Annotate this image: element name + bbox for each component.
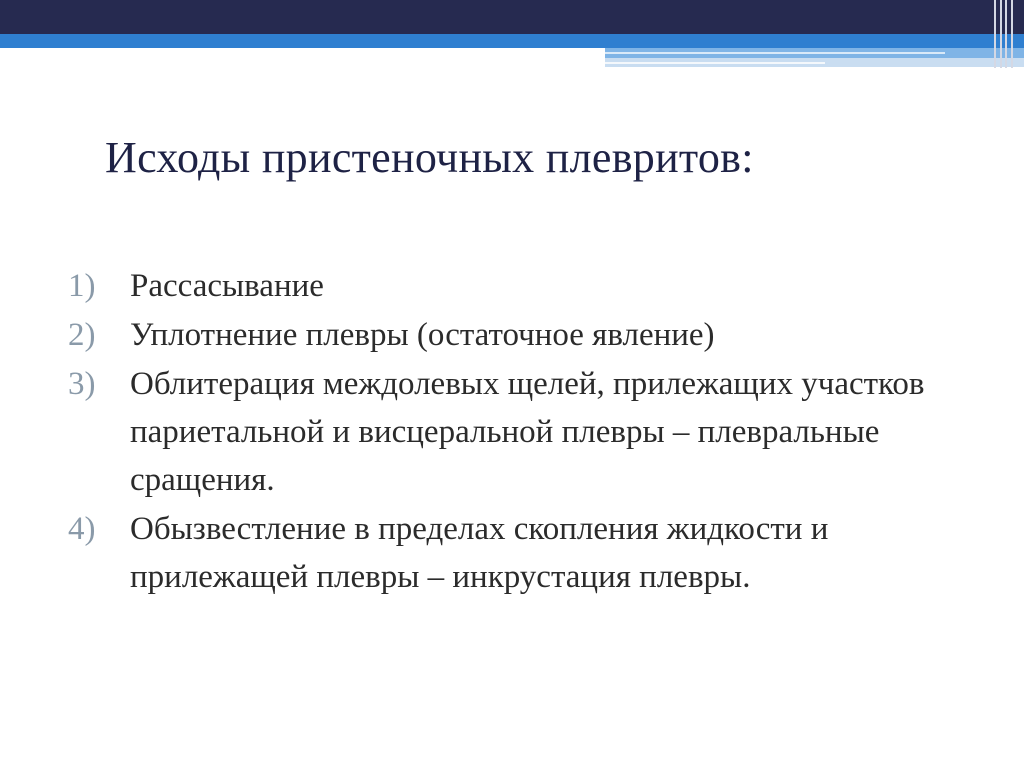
list-item-text: Облитерация междолевых щелей, прилежащих участков париетальной и висцеральной плевры – плевральные сращения. <box>130 366 925 498</box>
header-dark-bar <box>0 0 1024 34</box>
header-thin-line <box>605 62 825 64</box>
list-item <box>68 311 948 359</box>
header-blue-bar <box>0 34 1024 48</box>
outcomes-list <box>68 262 948 602</box>
list-item-number: 1) <box>68 268 96 304</box>
list-item-text: Обызвестление в пределах скопления жидкости и прилежащей плевры – инкрустация плевры. <box>130 511 829 595</box>
header-thin-line <box>605 52 945 54</box>
slide-title: Исходы пристеночных плевритов: <box>105 133 754 182</box>
list-item-text: Рассасывание <box>130 268 324 304</box>
list-item <box>68 360 948 504</box>
list-item <box>68 262 948 310</box>
list-item-number: 3) <box>68 366 96 402</box>
list-item <box>68 505 948 601</box>
list-item-number: 4) <box>68 511 96 547</box>
header-stripes <box>990 0 1024 68</box>
list-item-text: Уплотнение плевры (остаточное явление) <box>130 317 715 353</box>
list-item-number: 2) <box>68 317 96 353</box>
